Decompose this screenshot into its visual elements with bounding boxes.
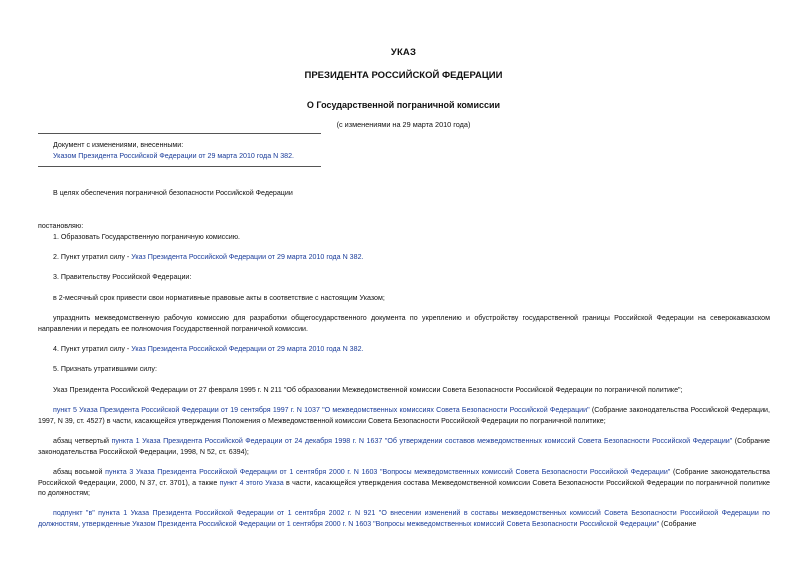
item-2: 2. Пункт утратил силу - Указ Президента Российской Федерации от 29 марта 2010 года N 382. <box>53 253 364 261</box>
decree-text: постановляю: <box>38 222 84 230</box>
item-5: 5. Признать утратившими силу: <box>53 365 157 373</box>
item-2-link[interactable]: Указ Президента Российской Федерации от 29 марта 2010 года N 382. <box>131 253 364 261</box>
changes-label: Документ с изменениями, внесенными: <box>53 141 184 149</box>
repeal-5: подпункт "в" пункта 1 Указа Президента Российской Федерации от 1 сентября 2002 г. N 921 "О внесении изменений в составы межведомственных комиссий Совета Безопасности Российской Федерации по должностям, утвержденные Указом Президента Российской Федерации от 1 сентября 2000 г. N 1603 "Вопросы межведомственных комиссий Совета Безопасности Российской Федерации" (Собрание <box>38 509 770 528</box>
repeal-3: абзац четвертый пункта 1 Указа Президента Российской Федерации от 24 декабря 1998 г. N 1637 "Об утверждении составов межведомственных комиссий Совета Безопасности Российской Федерации" (Собрание законодательства Российской Федерации, 1998, N 52, ст. 6394); <box>38 437 770 456</box>
repeal-4-link[interactable]: пункта 3 Указа Президента Российской Федерации от 1 сентября 2000 г. N 1603 "Вопросы межведомственных комиссий Совета Безопасности Российской Федерации" <box>105 468 671 476</box>
changes-top-rule <box>38 133 321 134</box>
changes-bottom-rule <box>38 166 321 167</box>
repeal-4: абзац восьмой пункта 3 Указа Президента Российской Федерации от 1 сентября 2000 г. N 1603 "Вопросы межведомственных комиссий Совета Безопасности Российской Федерации" (Собрание законодательства Российской Федерации, 2000, N 37, ст. 3701), а также пункт 4 этого Указа в части, касающейся утверждения состава Межведомственной комиссии Совета Безопасности Российской Федерации по пограничной политике по должностям; <box>38 468 770 497</box>
changes-link[interactable]: Указом Президента Российской Федерации от 29 марта 2010 года N 382. <box>53 152 295 160</box>
item-3: 3. Правительству Российской Федерации: <box>53 273 192 281</box>
doc-name: О Государственной пограничной комиссии <box>306 100 501 110</box>
item-1: 1. Образовать Государственную пограничную комиссию. <box>53 233 241 241</box>
doc-subtitle: ПРЕЗИДЕНТА РОССИЙСКОЙ ФЕДЕРАЦИИ <box>304 70 503 81</box>
doc-title: УКАЗ <box>390 47 417 58</box>
item-3b: упразднить межведомственную рабочую комиссию для разработки общегосударственного документа по укреплению и обустройству государственной границы Российской Федерации на северокавказском направлении и передать ее полномочия Государственной пограничной комиссии. <box>38 314 770 333</box>
repeal-2: пункт 5 Указа Президента Российской Федерации от 19 сентября 1997 г. N 1037 "О межведомственных комиссиях Совета Безопасности Российской Федерации" (Собрание законодательства Российской Федерации, 1997, N 39, ст. 4527) в части, касающейся утверждения Положения о Межведомственной комиссии Совета Безопасности Российской Федерации по пограничной политике; <box>38 406 770 425</box>
item-4-link[interactable]: Указ Президента Российской Федерации от 29 марта 2010 года N 382. <box>131 345 364 353</box>
repeal-2-link[interactable]: пункт 5 Указа Президента Российской Федерации от 19 сентября 1997 г. N 1037 "О межведомственных комиссиях Совета Безопасности Российской Федерации" <box>53 406 590 414</box>
item-4: 4. Пункт утратил силу - Указ Президента Российской Федерации от 29 марта 2010 года N 382. <box>53 345 364 353</box>
repeal-5-link[interactable]: подпункт "в" пункта 1 Указа Президента Российской Федерации от 1 сентября 2002 г. N 921 "О внесении изменений в составы межведомственных комиссий Совета Безопасности Российской Федерации по должностям, утвержденные Указом Президента Российской Федерации от 1 сентября 2000 г. N 1603 "Вопросы межведомственных комиссий Совета Безопасности Российской Федерации" <box>38 509 770 528</box>
repeal-4-link2[interactable]: пункт 4 этого Указа <box>219 478 284 487</box>
item-3a: в 2-месячный срок привести свои нормативные правовые акты в соответствие с настоящим Указом; <box>53 294 385 302</box>
repeal-1: Указ Президента Российской Федерации от 27 февраля 1995 г. N 211 "Об образовании Межведомственной комиссии Совета Безопасности Российской Федерации по пограничной политике"; <box>53 386 683 394</box>
amend-note: (с изменениями на 29 марта 2010 года) <box>336 120 471 129</box>
intro-text: В целях обеспечения пограничной безопасности Российской Федерации <box>53 189 293 197</box>
repeal-3-link[interactable]: пункта 1 Указа Президента Российской Федерации от 24 декабря 1998 г. N 1637 "Об утверждении составов межведомственных комиссий Совета Безопасности Российской Федерации" <box>111 437 733 445</box>
